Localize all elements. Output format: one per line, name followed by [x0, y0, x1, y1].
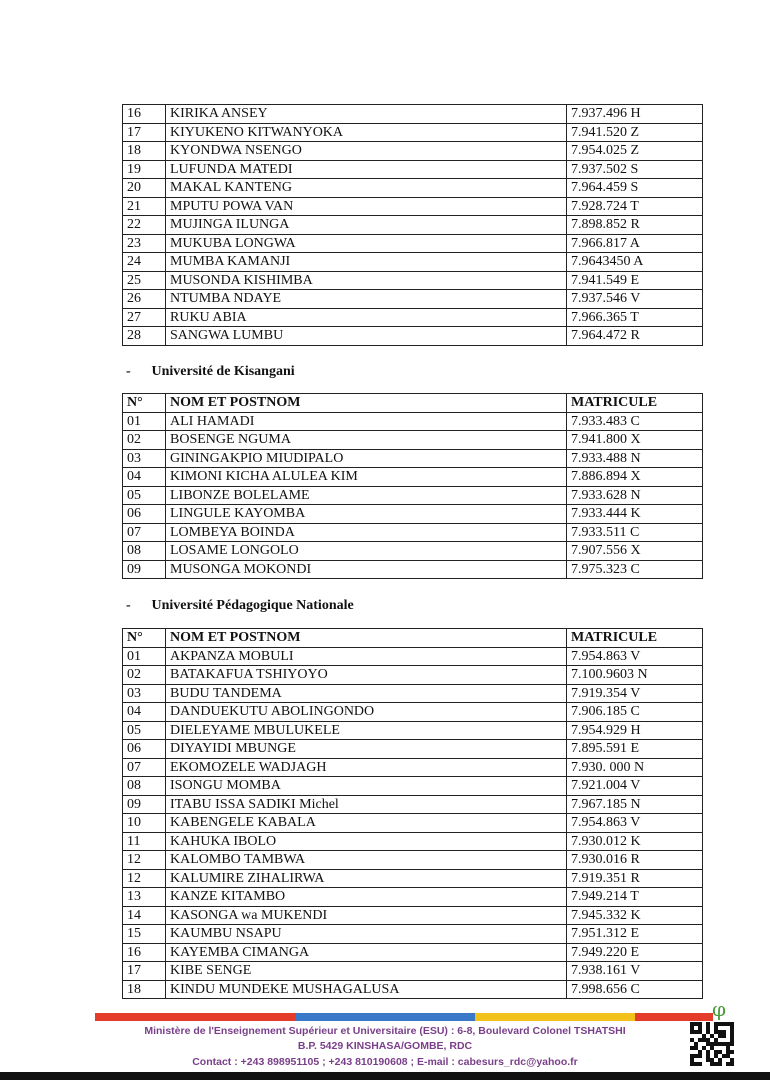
matricule: 7.938.161 V	[567, 962, 703, 981]
table-row	[123, 505, 703, 524]
student-name: KALUMIRE ZIHALIRWA	[166, 869, 567, 888]
table-row	[123, 179, 703, 198]
matricule: 7.937.502 S	[567, 160, 703, 179]
table-row	[123, 832, 703, 851]
matricule: 7.975.323 C	[567, 560, 703, 579]
row-number: 03	[123, 449, 166, 468]
student-name: BOSENGE NGUMA	[166, 431, 567, 450]
matricule: 7.100.9603 N	[567, 666, 703, 685]
table-row	[123, 105, 703, 124]
matricule: 7.933.488 N	[567, 449, 703, 468]
student-name: MUJINGA ILUNGA	[166, 216, 567, 235]
table-row	[123, 777, 703, 796]
student-name: KINDU MUNDEKE MUSHAGALUSA	[166, 980, 567, 999]
row-number: 12	[123, 869, 166, 888]
table-header-row	[123, 394, 703, 413]
student-name: SANGWA LUMBU	[166, 327, 567, 346]
student-name: LINGULE KAYOMBA	[166, 505, 567, 524]
table-row	[123, 560, 703, 579]
matricule: 7.949.220 E	[567, 943, 703, 962]
bullet-dash: -	[126, 598, 131, 613]
row-number: 23	[123, 234, 166, 253]
table-row	[123, 980, 703, 999]
student-name: LIBONZE BOLELAME	[166, 486, 567, 505]
row-number: 08	[123, 542, 166, 561]
table-row	[123, 271, 703, 290]
row-number: 09	[123, 795, 166, 814]
student-name: MAKAL KANTENG	[166, 179, 567, 198]
student-name: EKOMOZELE WADJAGH	[166, 758, 567, 777]
table-row	[123, 468, 703, 487]
row-number: 18	[123, 980, 166, 999]
table-row	[123, 925, 703, 944]
matricule: 7.919.351 R	[567, 869, 703, 888]
row-number: 26	[123, 290, 166, 309]
matricule: 7.930.012 K	[567, 832, 703, 851]
student-name: AKPANZA MOBULI	[166, 647, 567, 666]
student-name: ISONGU MOMBA	[166, 777, 567, 796]
student-name: ITABU ISSA SADIKI Michel	[166, 795, 567, 814]
section-title-kisangani	[126, 364, 295, 380]
scan-bottom-edge	[0, 1072, 770, 1080]
student-name: GININGAKPIO MIUDIPALO	[166, 449, 567, 468]
row-number: 15	[123, 925, 166, 944]
matricule: 7.907.556 X	[567, 542, 703, 561]
row-number: 20	[123, 179, 166, 198]
row-number: 18	[123, 142, 166, 161]
matricule: 7.954.025 Z	[567, 142, 703, 161]
student-name: KYONDWA NSENGO	[166, 142, 567, 161]
student-name: KASONGA wa MUKENDI	[166, 906, 567, 925]
table-row	[123, 449, 703, 468]
matricule: 7.966.817 A	[567, 234, 703, 253]
matricule: 7.964.472 R	[567, 327, 703, 346]
header-number: N°	[123, 629, 166, 648]
row-number: 27	[123, 308, 166, 327]
row-number: 24	[123, 253, 166, 272]
bullet-dash: -	[126, 364, 131, 379]
student-name: KANZE KITAMBO	[166, 888, 567, 907]
row-number: 09	[123, 560, 166, 579]
matricule: 7.937.496 H	[567, 105, 703, 124]
matricule: 7.967.185 N	[567, 795, 703, 814]
matricule: 7.941.800 X	[567, 431, 703, 450]
student-name: ALI HAMADI	[166, 412, 567, 431]
row-number: 03	[123, 684, 166, 703]
band-segment	[635, 1013, 713, 1021]
matricule: 7.949.214 T	[567, 888, 703, 907]
section-title-upn	[126, 598, 354, 614]
student-name: DANDUEKUTU ABOLINGONDO	[166, 703, 567, 722]
matricule: 7.966.365 T	[567, 308, 703, 327]
matricule: 7.954.863 V	[567, 814, 703, 833]
table-row	[123, 486, 703, 505]
students-table-kisangani	[122, 393, 703, 579]
table-row	[123, 795, 703, 814]
row-number: 28	[123, 327, 166, 346]
matricule: 7.933.628 N	[567, 486, 703, 505]
matricule: 7.933.483 C	[567, 412, 703, 431]
matricule: 7.941.549 E	[567, 271, 703, 290]
student-name: BATAKAFUA TSHIYOYO	[166, 666, 567, 685]
header-matricule: MATRICULE	[567, 629, 703, 648]
row-number: 06	[123, 505, 166, 524]
table-row	[123, 253, 703, 272]
student-name: LOMBEYA BOINDA	[166, 523, 567, 542]
table-row	[123, 666, 703, 685]
header-name: NOM ET POSTNOM	[166, 629, 567, 648]
student-name: KAHUKA IBOLO	[166, 832, 567, 851]
student-name: MUKUBA LONGWA	[166, 234, 567, 253]
row-number: 16	[123, 105, 166, 124]
student-name: DIYAYIDI MBUNGE	[166, 740, 567, 759]
row-number: 17	[123, 962, 166, 981]
band-segment	[475, 1013, 635, 1021]
row-number: 17	[123, 123, 166, 142]
table-row	[123, 216, 703, 235]
row-number: 04	[123, 468, 166, 487]
matricule: 7.954.863 V	[567, 647, 703, 666]
row-number: 13	[123, 888, 166, 907]
table-row	[123, 814, 703, 833]
student-name: KIYUKENO KITWANYOKA	[166, 123, 567, 142]
matricule: 7.954.929 H	[567, 721, 703, 740]
student-name: BUDU TANDEMA	[166, 684, 567, 703]
table-row	[123, 412, 703, 431]
row-number: 02	[123, 431, 166, 450]
student-name: MUSONDA KISHIMBA	[166, 271, 567, 290]
table-row	[123, 160, 703, 179]
table-body	[123, 105, 703, 346]
students-table-continuation	[122, 104, 703, 346]
header-name: NOM ET POSTNOM	[166, 394, 567, 413]
table-row	[123, 123, 703, 142]
table-body	[123, 412, 703, 579]
table-row	[123, 142, 703, 161]
student-name: KAYEMBA CIMANGA	[166, 943, 567, 962]
row-number: 08	[123, 777, 166, 796]
row-number: 04	[123, 703, 166, 722]
header-matricule: MATRICULE	[567, 394, 703, 413]
matricule: 7.895.591 E	[567, 740, 703, 759]
table-body	[123, 647, 703, 999]
table-row	[123, 869, 703, 888]
student-name: KALOMBO TAMBWA	[166, 851, 567, 870]
table-row	[123, 851, 703, 870]
row-number: 21	[123, 197, 166, 216]
table-row	[123, 234, 703, 253]
row-number: 14	[123, 906, 166, 925]
matricule: 7.898.852 R	[567, 216, 703, 235]
student-name: KABENGELE KABALA	[166, 814, 567, 833]
row-number: 22	[123, 216, 166, 235]
table-row	[123, 758, 703, 777]
footer-contact: Contact : +243 898951105 ; +243 810190608 ; E-mail : cabesurs_rdc@yahoo.fr	[192, 1056, 578, 1068]
signature-mark: φ	[712, 997, 727, 1021]
footer-postal: B.P. 5429 KINSHASA/GOMBE, RDC	[297, 1040, 473, 1052]
table-row	[123, 523, 703, 542]
student-name: LUFUNDA MATEDI	[166, 160, 567, 179]
table-row	[123, 943, 703, 962]
student-name: MUSONGA MOKONDI	[166, 560, 567, 579]
table-row	[123, 647, 703, 666]
matricule: 7.941.520 Z	[567, 123, 703, 142]
table-row	[123, 327, 703, 346]
matricule: 7.951.312 E	[567, 925, 703, 944]
matricule: 7.928.724 T	[567, 197, 703, 216]
matricule: 7.933.444 K	[567, 505, 703, 524]
table-row	[123, 906, 703, 925]
row-number: 10	[123, 814, 166, 833]
header-number: N°	[123, 394, 166, 413]
row-number: 25	[123, 271, 166, 290]
row-number: 07	[123, 523, 166, 542]
footer-address: Ministère de l'Enseignement Supérieur et Universitaire (ESU) : 6-8, Boulevard Colonel TSHATSHI	[144, 1025, 626, 1037]
student-name: NTUMBA NDAYE	[166, 290, 567, 309]
band-segment	[95, 1013, 295, 1021]
table-row	[123, 888, 703, 907]
row-number: 06	[123, 740, 166, 759]
row-number: 07	[123, 758, 166, 777]
row-number: 01	[123, 647, 166, 666]
row-number: 19	[123, 160, 166, 179]
table-row	[123, 308, 703, 327]
student-name: DIELEYAME MBULUKELE	[166, 721, 567, 740]
student-name: MPUTU POWA VAN	[166, 197, 567, 216]
matricule: 7.998.656 C	[567, 980, 703, 999]
row-number: 02	[123, 666, 166, 685]
footer-color-band	[95, 1013, 713, 1021]
table-row	[123, 962, 703, 981]
table-row	[123, 740, 703, 759]
matricule: 7.921.004 V	[567, 777, 703, 796]
student-name: KIRIKA ANSEY	[166, 105, 567, 124]
matricule: 7.945.332 K	[567, 906, 703, 925]
student-name: MUMBA KAMANJI	[166, 253, 567, 272]
student-name: RUKU ABIA	[166, 308, 567, 327]
row-number: 01	[123, 412, 166, 431]
row-number: 16	[123, 943, 166, 962]
band-segment	[295, 1013, 475, 1021]
table-row	[123, 684, 703, 703]
section-title-text: Université de Kisangani	[151, 364, 295, 379]
row-number: 05	[123, 721, 166, 740]
matricule: 7.9643450 A	[567, 253, 703, 272]
table-header-row	[123, 629, 703, 648]
qr-code-icon	[690, 1022, 734, 1066]
matricule: 7.919.354 V	[567, 684, 703, 703]
table-row	[123, 703, 703, 722]
student-name: KAUMBU NSAPU	[166, 925, 567, 944]
matricule: 7.964.459 S	[567, 179, 703, 198]
matricule: 7.930.016 R	[567, 851, 703, 870]
row-number: 05	[123, 486, 166, 505]
matricule: 7.933.511 C	[567, 523, 703, 542]
matricule: 7.906.185 C	[567, 703, 703, 722]
student-name: KIBE SENGE	[166, 962, 567, 981]
table-row	[123, 431, 703, 450]
matricule: 7.930. 000 N	[567, 758, 703, 777]
row-number: 12	[123, 851, 166, 870]
matricule: 7.886.894 X	[567, 468, 703, 487]
student-name: LOSAME LONGOLO	[166, 542, 567, 561]
table-row	[123, 290, 703, 309]
table-row	[123, 197, 703, 216]
section-title-text: Université Pédagogique Nationale	[151, 598, 354, 613]
table-row	[123, 721, 703, 740]
row-number: 11	[123, 832, 166, 851]
table-row	[123, 542, 703, 561]
student-name: KIMONI KICHA ALULEA KIM	[166, 468, 567, 487]
matricule: 7.937.546 V	[567, 290, 703, 309]
students-table-upn	[122, 628, 703, 999]
